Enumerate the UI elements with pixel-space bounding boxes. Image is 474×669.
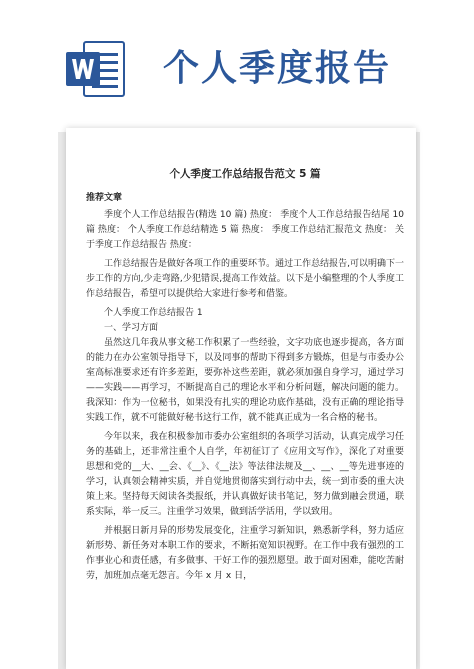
document-page: [66, 128, 416, 669]
banner: [0, 0, 474, 135]
body-paragraph-3: 并根据日新月异的形势发展变化，注重学习新知识，熟悉新学科，努力适应新形势、新任务对本职工作的要求，不断拓宽知识视野。在工作中我有强烈的工作事业心和责任感，有多做事、干好工作的强烈愿望。敢于面对困难，能吃苦耐劳，加班加点毫无怨言。今年 x 月 x 日，: [86, 526, 404, 581]
body-paragraph-2: 今年以来，我在积极参加市委办公室组织的各项学习活动，认真完成学习任务的基础上，还非常注重个人自学，年初征订了《应用文写作》，深化了对重要思想和党的__大、__会、《__》、《__法》等法律法规及__、__、__等先进事迹的学习，认真领会精神实质，并自觉地贯彻落实到行动中去，统一到市委的重大决策上来。坚持每天阅读各类报纸，并认真做好读书笔记，努力做到融会贯通，联系实际，举一反三。注重学习效果，做到活学活用，学以致用。: [86, 432, 404, 517]
section-heading: 个人季度工作总结报告 1: [104, 308, 203, 318]
recommended-list: 季度个人工作总结报告(精选 10 篇) 热度： 季度个人工作总结报告结尾 10 篇 热度： 个人季度工作总结精选 5 篇 热度： 季度工作总结汇报范文 热度： 关于季度工作总结报告 热度：: [86, 210, 404, 250]
banner-title: 个人季度报告: [163, 47, 392, 89]
intro-paragraph: 工作总结报告是做好各项工作的重要环节。通过工作总结报告,可以明确下一步工作的方向,少走弯路,少犯错误,提高工作效益。以下是小编整理的个人季度工作总结报告，希望可以提供给大家进行参考和借鉴。: [86, 259, 404, 299]
document-title: 个人季度工作总结报告范文 5 篇: [169, 168, 321, 180]
body-paragraph-1: 虽然这几年我从事文秘工作积累了一些经验，文字功底也逐步提高，各方面的能力在办公室领导指导下，以及同事的帮助下得到多方锻炼，但是与市委办公室高标准要求还有许多差距，要弥补这些差距，就必须加强自身学习，通过学习——实践——再学习，不断提高自己的理论水平和分析问题，解决问题的能力。我深知：作为一位秘书，如果没有扎实的理论功底作基础，没有正确的理论指导实践工作，就不可能做好秘书这行工作，就不能真正成为一名合格的秘书。: [86, 338, 404, 423]
subsection-heading: 一、学习方面: [104, 323, 159, 333]
word-document-icon: [64, 38, 126, 100]
document-content: [86, 166, 404, 588]
recommended-label: 推荐文章: [86, 193, 123, 203]
